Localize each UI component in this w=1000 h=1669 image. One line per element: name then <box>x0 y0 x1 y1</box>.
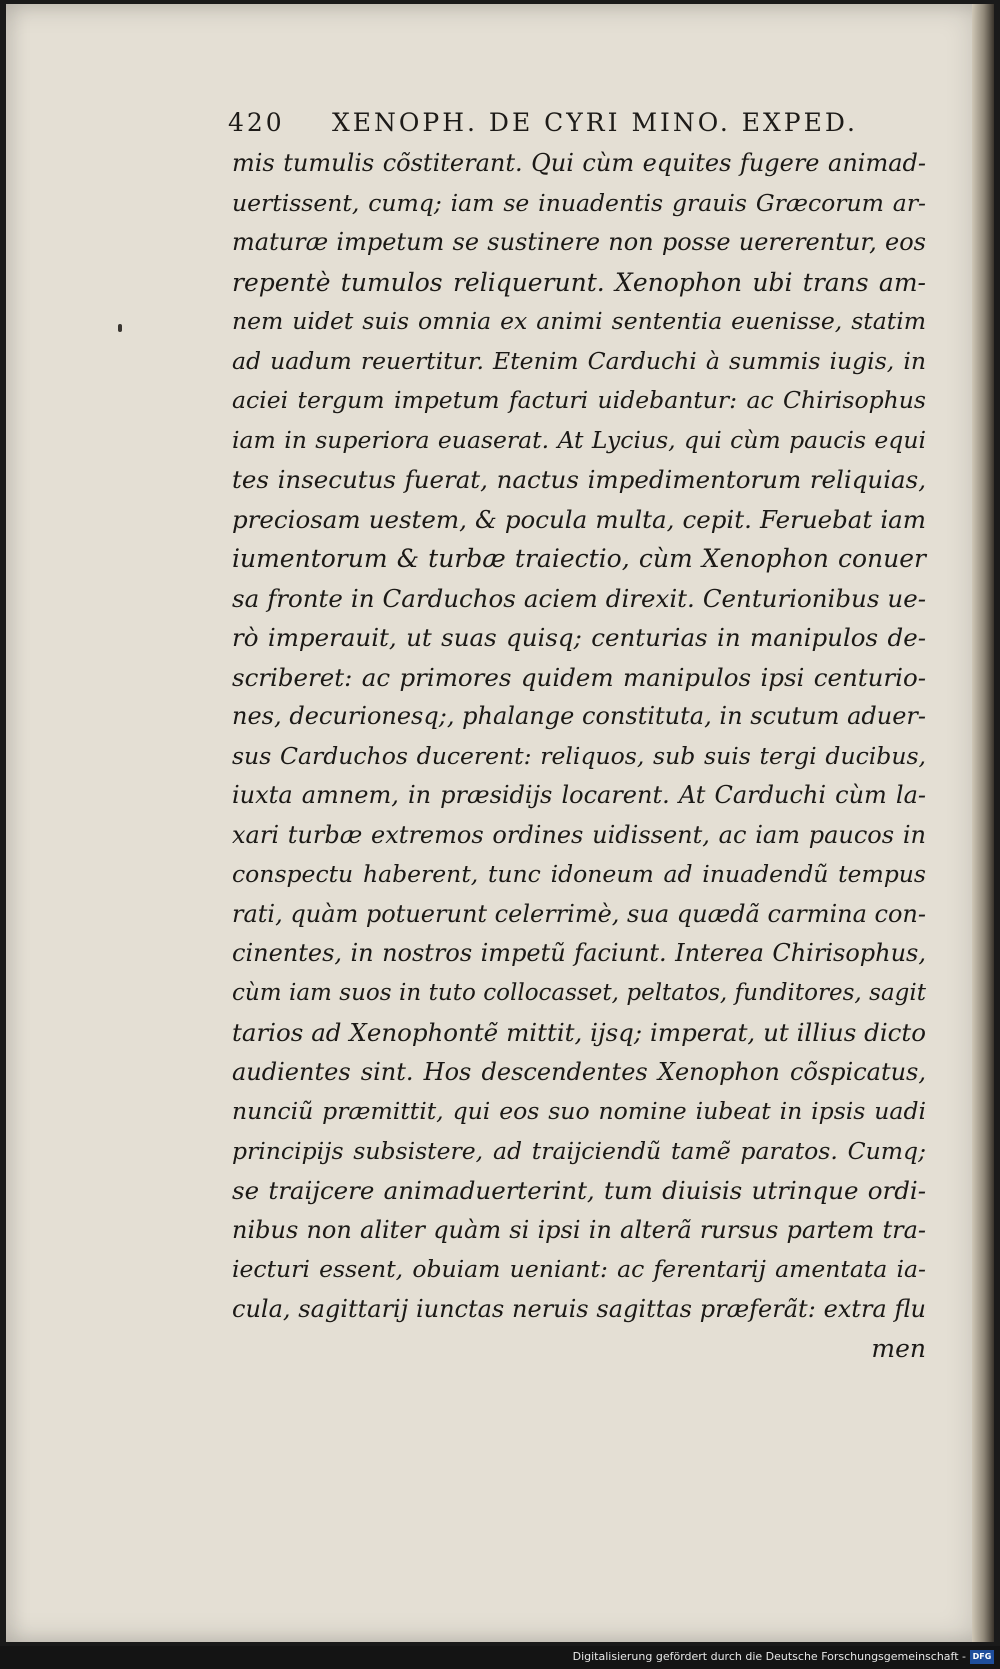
text-line: sus Carduchos ducerent: reliquos, sub suis tergi ducibus, <box>232 741 926 770</box>
text-line: iuxta amnem, in præsidijs locarent. At Carduchi cùm la- <box>232 781 926 809</box>
book-page <box>6 4 994 1642</box>
text-line: tarios ad Xenophontẽ mittit, ijsq; imperat, ut illius dicto <box>232 1018 926 1047</box>
text-line: principijs subsistere, ad traijciendũ tamẽ paratos. Cumq; <box>232 1136 926 1165</box>
funding-credit: Digitalisierung gefördert durch die Deutsche Forschungsgemeinschaft - <box>572 1650 966 1663</box>
text-line: audientes sint. Hos descendentes Xenophon cõspicatus, <box>232 1057 926 1086</box>
text-line: iecturi essent, obuiam ueniant: ac ferentarij amentata ia- <box>232 1255 926 1283</box>
text-line: rò imperauit, ut suas quisq; centurias in manipulos de- <box>232 623 926 652</box>
text-line: uertissent, cumq; iam se inuadentis grauis Græcorum ar- <box>232 188 926 217</box>
text-line: xari turbæ extremos ordines uidissent, ac iam paucos in <box>232 820 926 849</box>
text-line: nunciũ præmittit, qui eos suo nomine iubeat in ipsis uadi <box>232 1097 926 1125</box>
text-line: nibus non aliter quàm si ipsi in alterã rursus partem tra- <box>232 1215 926 1244</box>
footer-bar <box>0 1646 1000 1669</box>
dfg-logo: DFG <box>970 1650 994 1664</box>
text-line: nem uidet suis omnia ex animi sententia euenisse, statim <box>232 307 926 335</box>
text-line: sa fronte in Carduchos aciem direxit. Centurionibus ue- <box>232 583 926 613</box>
running-title: XENOPH. DE CYRI MINO. EXPED. <box>332 108 858 137</box>
text-line: ad uadum reuertitur. Etenim Carduchi à summis iugis, in <box>232 346 926 375</box>
text-line: preciosam uestem, & pocula multa, cepit. Feruebat iam <box>232 504 926 534</box>
text-line: rati, quàm potuerunt celerrimè, sua quædã carmina con- <box>232 899 926 928</box>
text-line: nes, decurionesq;, phalange constituta, in scutum aduer- <box>232 702 926 730</box>
text-line: mis tumulis cõstiterant. Qui cùm equites fugere animad- <box>232 149 926 177</box>
text-line: se traijcere animaduerterint, tum diuisis utrinque ordi- <box>232 1176 926 1205</box>
text-line: cinentes, in nostros impetũ faciunt. Interea Chirisophus, <box>232 939 926 967</box>
text-line: maturæ impetum se sustinere non posse uererentur, eos <box>232 228 926 256</box>
text-line: scriberet: ac primores quidem manipulos ipsi centurio- <box>232 662 926 692</box>
page-number: 420 <box>228 108 285 137</box>
body-text <box>232 144 926 1369</box>
text-line: iumentorum & turbæ traiectio, cùm Xenophon conuer <box>232 544 926 573</box>
page-fore-edge <box>972 4 994 1642</box>
text-line: men <box>871 1334 926 1363</box>
text-line: cùm iam suos in tuto collocasset, peltatos, funditores, sagit <box>232 979 926 1006</box>
text-line: aciei tergum impetum facturi uidebantur: ac Chirisophus <box>232 386 926 414</box>
text-line: conspectu haberent, tunc idoneum ad inuadendũ tempus <box>232 860 926 888</box>
text-line: tes insecutus fuerat, nactus impedimentorum reliquias, <box>232 465 926 494</box>
text-line: cula, sagittarij iunctas neruis sagittas præferãt: extra flu <box>232 1294 926 1323</box>
text-line: repentè tumulos reliquerunt. Xenophon ubi trans am- <box>232 267 926 297</box>
stray-ink-mark <box>118 324 122 332</box>
text-line: iam in superiora euaserat. At Lycius, qui cùm paucis equi <box>232 425 926 454</box>
running-head <box>228 108 888 144</box>
